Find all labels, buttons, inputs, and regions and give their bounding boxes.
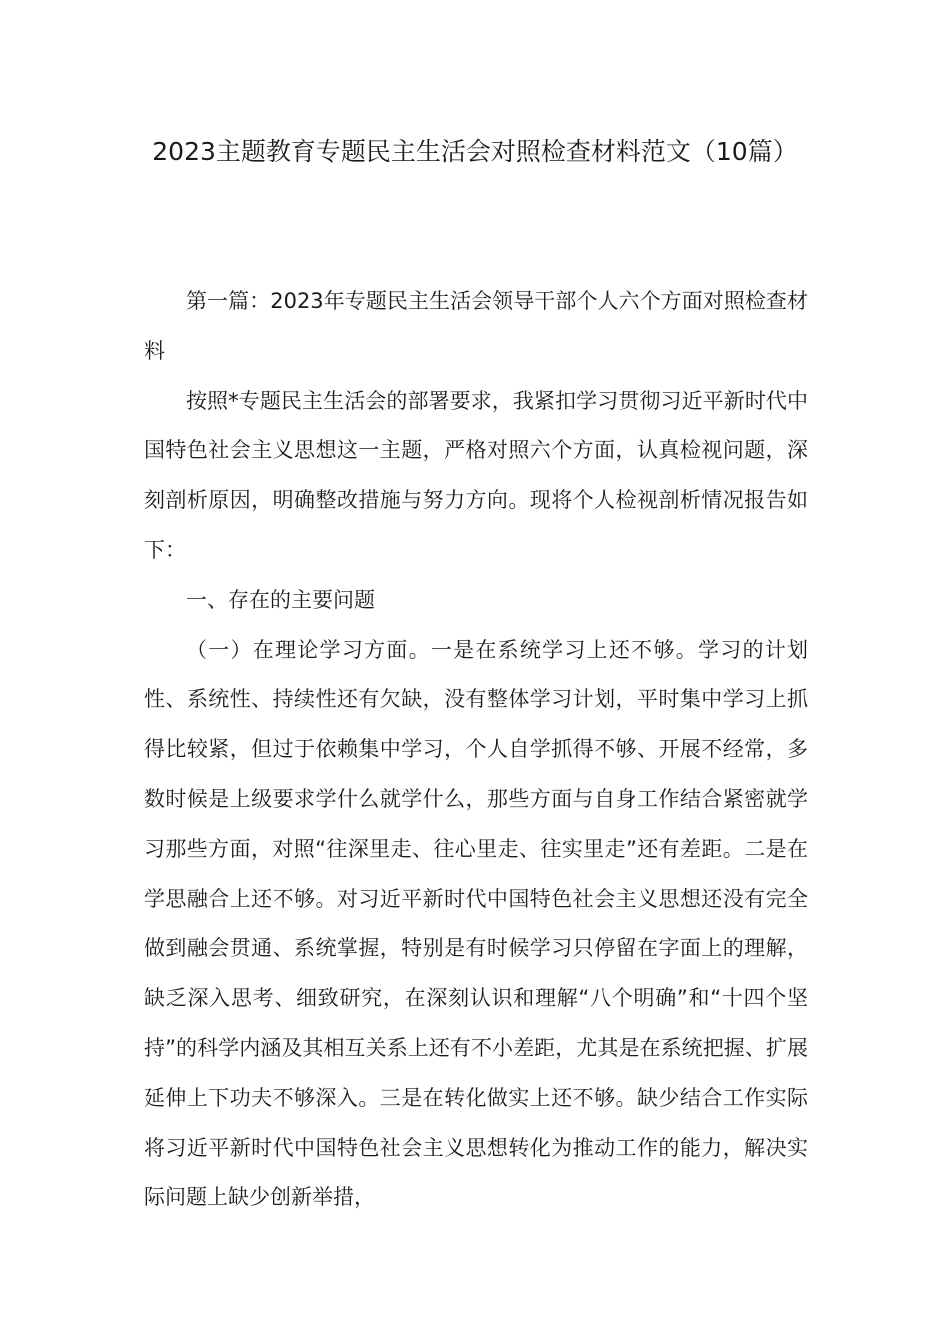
section-heading-first-article: 第一篇：2023年专题民主生活会领导干部个人六个方面对照检查材料 <box>144 289 808 363</box>
intro-paragraph: 按照*专题民主生活会的部署要求，我紧扣学习贯彻习近平新时代中国特色社会主义思想这一主题，严格对照六个方面，认真检视问题，深刻剖析原因，明确整改措施与努力方向。现将个人检视剖析情况报告如下： <box>144 388 808 562</box>
document-title: 2023主题教育专题民主生活会对照检查材料范文（10篇） <box>152 137 798 166</box>
document-body <box>144 277 808 1223</box>
theory-study-paragraph: （一）在理论学习方面。一是在系统学习上还不够。学习的计划性、系统性、持续性还有欠缺，没有整体学习计划，平时集中学习上抓得比较紧，但过于依赖集中学习，个人自学抓得不够、开展不经常，多数时候是上级要求学什么就学什么，那些方面与自身工作结合紧密就学习那些方面，对照“往深里走、往心里走、往实里走”还有差距。二是在学思融合上还不够。对习近平新时代中国特色社会主义思想还没有完全做到融会贯通、系统掌握，特别是有时候学习只停留在字面上的理解，缺乏深入思考、细致研究，在深刻认识和理解“八个明确”和“十四个坚持”的科学内涵及其相互关系上还有不小差距，尤其是在系统把握、扩展延伸上下功夫不够深入。三是在转化做实上还不够。缺少结合工作实际将习近平新时代中国特色社会主义思想转化为推动工作的能力，解决实际问题上缺少创新举措， <box>144 637 808 1210</box>
section-heading-main-problems: 一、存在的主要问题 <box>186 587 375 612</box>
